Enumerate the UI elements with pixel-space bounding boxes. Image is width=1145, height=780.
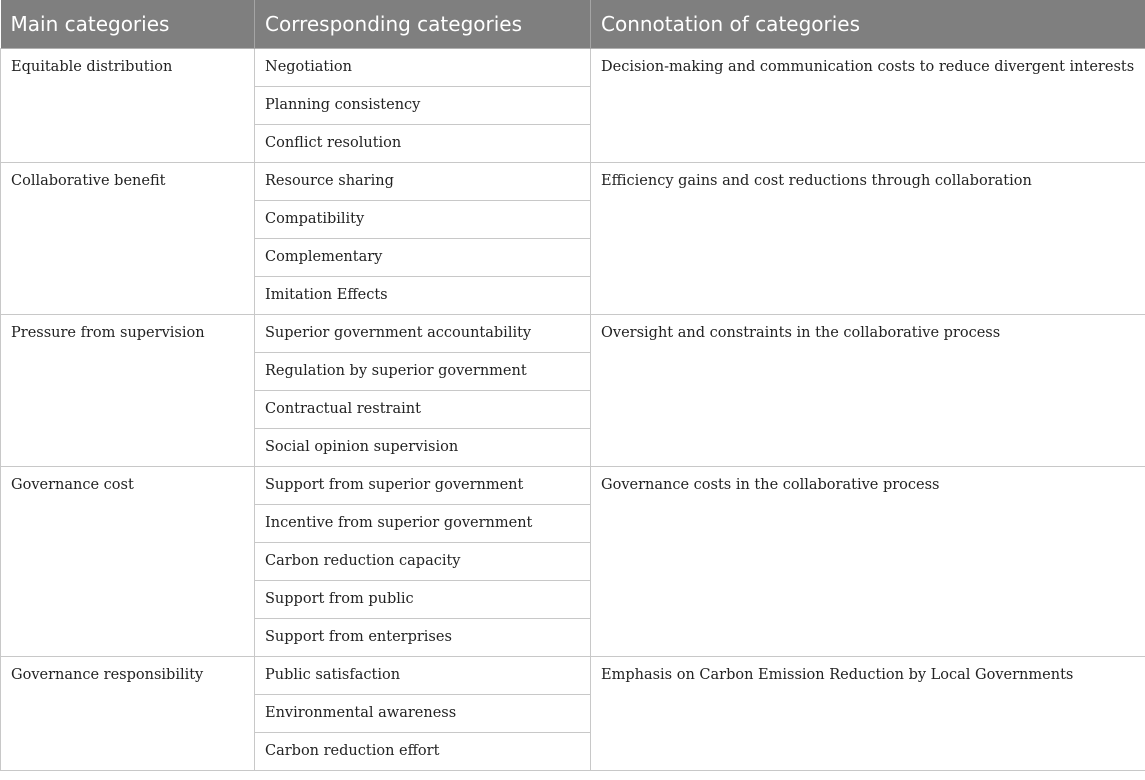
header-connotation-categories: Connotation of categories [591,0,1145,48]
corresponding-category-cell: Public satisfaction [255,656,591,694]
header-corresponding-categories: Corresponding categories [255,0,591,48]
corresponding-category-cell: Regulation by superior government [255,352,591,390]
table-header [1,0,1145,48]
corresponding-category-cell: Imitation Effects [255,276,591,314]
main-category-cell: Governance responsibility [1,656,255,770]
corresponding-category-cell: Social opinion supervision [255,428,591,466]
main-category-cell: Collaborative benefit [1,162,255,314]
connotation-cell: Emphasis on Carbon Emission Reduction by Local Governments [591,656,1145,770]
table-row [1,48,1145,86]
connotation-cell: Efficiency gains and cost reductions through collaboration [591,162,1145,314]
corresponding-category-cell: Support from enterprises [255,618,591,656]
corresponding-category-cell: Conflict resolution [255,124,591,162]
corresponding-category-cell: Resource sharing [255,162,591,200]
table-row [1,162,1145,200]
connotation-cell: Decision-making and communication costs to reduce divergent interests [591,48,1145,162]
corresponding-category-cell: Planning consistency [255,86,591,124]
main-category-cell: Equitable distribution [1,48,255,162]
table-row [1,656,1145,694]
corresponding-category-cell: Negotiation [255,48,591,86]
corresponding-category-cell: Compatibility [255,200,591,238]
corresponding-category-cell: Complementary [255,238,591,276]
header-main-categories: Main categories [1,0,255,48]
table-row [1,466,1145,504]
corresponding-category-cell: Carbon reduction capacity [255,542,591,580]
corresponding-category-cell: Support from public [255,580,591,618]
corresponding-category-cell: Support from superior government [255,466,591,504]
table-body [1,48,1145,770]
connotation-cell: Oversight and constraints in the collaborative process [591,314,1145,466]
corresponding-category-cell: Environmental awareness [255,694,591,732]
corresponding-category-cell: Incentive from superior government [255,504,591,542]
main-category-cell: Pressure from supervision [1,314,255,466]
corresponding-category-cell: Carbon reduction effort [255,732,591,770]
table-row [1,314,1145,352]
connotation-cell: Governance costs in the collaborative process [591,466,1145,656]
main-category-cell: Governance cost [1,466,255,656]
corresponding-category-cell: Contractual restraint [255,390,591,428]
corresponding-category-cell: Superior government accountability [255,314,591,352]
header-row [1,0,1145,48]
